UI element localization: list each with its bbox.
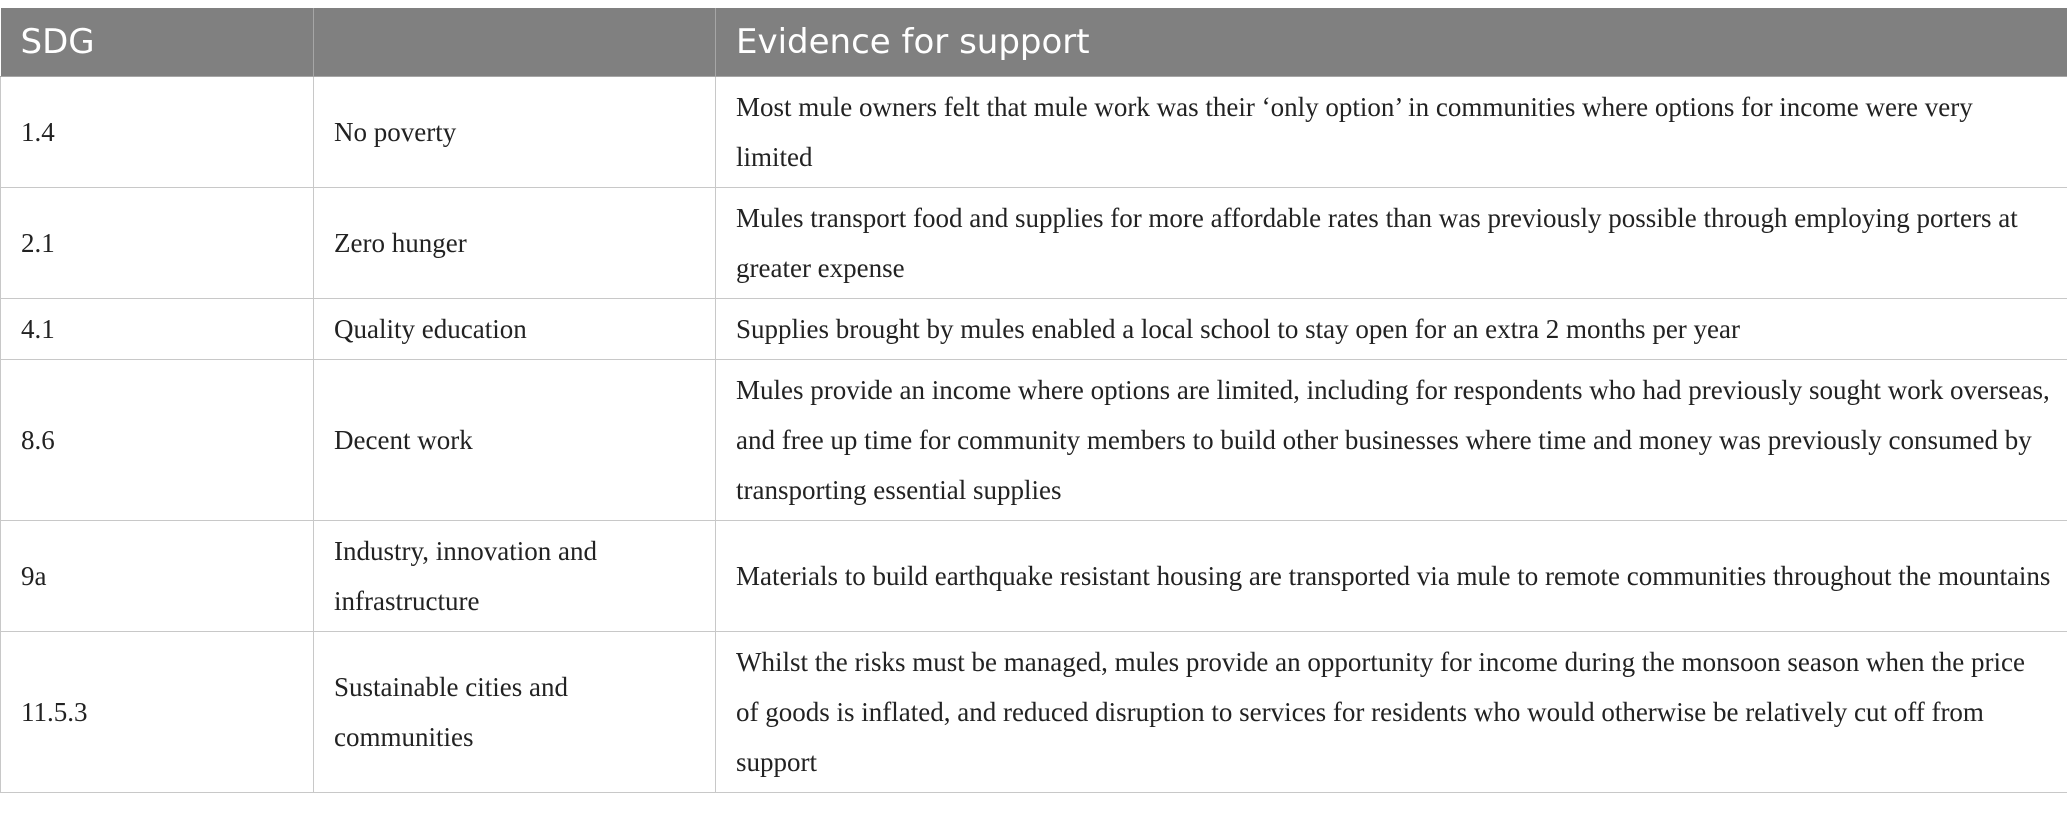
table-body [1,77,2067,793]
header-sdg: SDG [1,8,314,77]
header-row [1,8,2067,77]
goal-name-cell: Sustainable cities and communities [314,632,716,793]
goal-name-cell: No poverty [314,77,716,188]
sdg-number-cell: 11.5.3 [1,632,314,793]
header-goal [314,8,716,77]
goal-name-cell: Decent work [314,360,716,521]
evidence-cell: Whilst the risks must be managed, mules provide an opportunity for income during the monsoon season when the price of goods is inflated, and reduced disruption to services for residents who would otherwise be relatively cut off from support [716,632,2067,793]
table-row [1,360,2067,521]
goal-name-cell: Quality education [314,299,716,360]
evidence-cell: Most mule owners felt that mule work was their ‘only option’ in communities where options for income were very limited [716,77,2067,188]
header-evidence: Evidence for support [716,8,2067,77]
table-row [1,521,2067,632]
sdg-number-cell: 4.1 [1,299,314,360]
sdg-evidence-table [0,8,2067,793]
evidence-cell: Supplies brought by mules enabled a local school to stay open for an extra 2 months per year [716,299,2067,360]
evidence-cell: Mules transport food and supplies for more affordable rates than was previously possible through employing porters at greater expense [716,188,2067,299]
table-row [1,632,2067,793]
table-header [1,8,2067,77]
sdg-number-cell: 8.6 [1,360,314,521]
table-row [1,77,2067,188]
evidence-cell: Materials to build earthquake resistant housing are transported via mule to remote communities throughout the mountains [716,521,2067,632]
evidence-cell: Mules provide an income where options are limited, including for respondents who had previously sought work overseas, and free up time for community members to build other businesses where time and money was previously consumed by transporting essential supplies [716,360,2067,521]
sdg-table-container [0,8,2067,793]
table-row [1,188,2067,299]
sdg-number-cell: 9a [1,521,314,632]
sdg-number-cell: 2.1 [1,188,314,299]
goal-name-cell: Industry, innovation and infrastructure [314,521,716,632]
sdg-number-cell: 1.4 [1,77,314,188]
goal-name-cell: Zero hunger [314,188,716,299]
table-row [1,299,2067,360]
